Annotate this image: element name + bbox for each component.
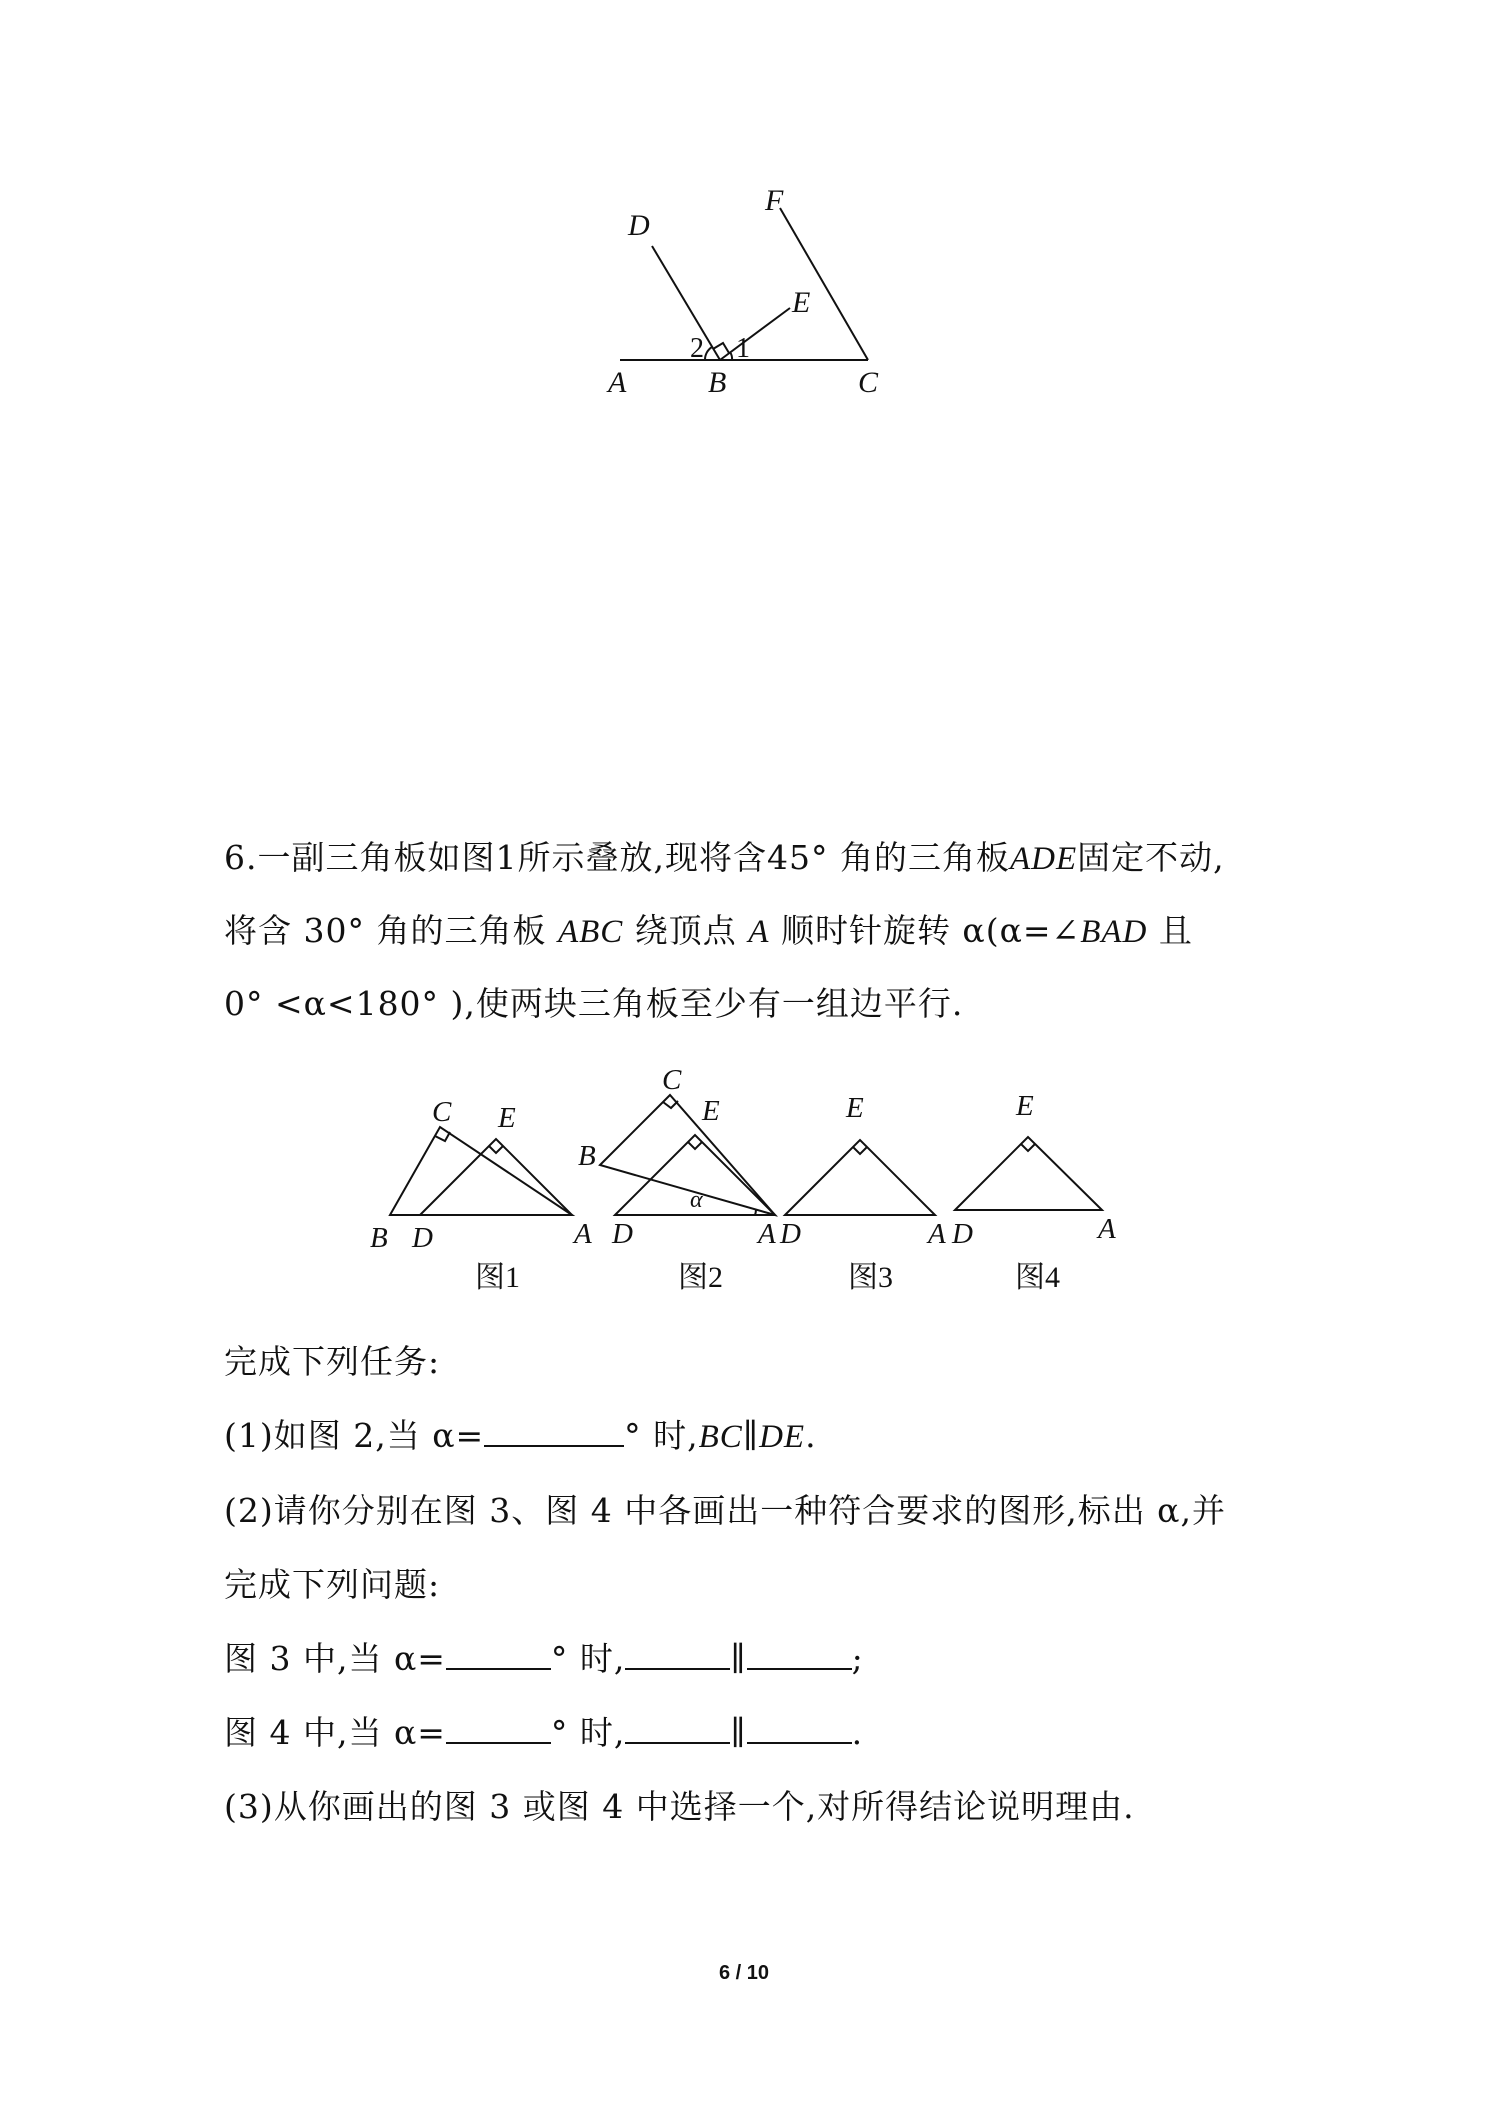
- fig3-caption: 图3: [848, 1261, 893, 1294]
- fig4-right-angle-e: [1021, 1144, 1035, 1151]
- question-line-1: 6.一副三角板如图1所示叠放,现将含45° 角的三角板ADE固定不动,: [224, 838, 1225, 877]
- fig4-line1-blank[interactable]: [625, 1712, 730, 1744]
- fig2-alpha-arc: [755, 1210, 756, 1215]
- task-2-line-2: 完成下列问题:: [224, 1565, 441, 1604]
- figure-3: [785, 1140, 935, 1215]
- fig4-caption: 图4: [1015, 1261, 1060, 1294]
- task-1: (1)如图 2,当 α= ° 时,BC∥DE.: [224, 1416, 817, 1455]
- fig1-label-e: E: [498, 1102, 516, 1134]
- fig2-label-c: C: [662, 1064, 682, 1096]
- fig1-triangle-ade: [420, 1139, 572, 1215]
- fig2-label-b: B: [578, 1140, 596, 1172]
- fig3-angle-blank[interactable]: [446, 1638, 551, 1670]
- fig1-triangle-abc: [390, 1127, 572, 1215]
- fig3-label-a: A: [928, 1218, 946, 1250]
- label-angle-2: 2: [690, 333, 704, 364]
- fig4-label-a: A: [1098, 1213, 1116, 1245]
- task-fig4: 图 4 中,当 α= ° 时, ∥ .: [224, 1713, 864, 1752]
- task-2-line-1: (2)请你分别在图 3、图 4 中各画出一种符合要求的图形,标出 α,并: [224, 1491, 1226, 1530]
- fig2-label-alpha: α: [690, 1187, 703, 1213]
- fig2-triangle-abc: [600, 1095, 775, 1215]
- tasks-section: [224, 1325, 1284, 1844]
- angle-1-arc: [730, 352, 732, 360]
- tasks-intro: 完成下列任务:: [224, 1342, 441, 1381]
- fig2-right-angle-c: [663, 1101, 678, 1108]
- task-3: (3)从你画出的图 3 或图 4 中选择一个,对所得结论说明理由.: [224, 1787, 1135, 1826]
- question-6: [224, 822, 1284, 1040]
- fig3-label-e: E: [846, 1092, 864, 1124]
- fig2-label-e: E: [702, 1095, 720, 1127]
- angle-2-arc: [705, 347, 712, 360]
- page-number: 6 / 10: [718, 1962, 770, 1984]
- fig4-label-e: E: [1016, 1090, 1034, 1122]
- fig1-right-angle-e: [489, 1146, 503, 1153]
- fig1-caption: 图1: [475, 1261, 520, 1294]
- figure-4: [955, 1137, 1102, 1210]
- line-bd: [652, 246, 720, 360]
- label-f: F: [765, 184, 784, 217]
- label-a: A: [608, 366, 627, 399]
- fig3-right-angle-e: [853, 1147, 867, 1154]
- label-d: D: [628, 209, 650, 242]
- fig3-triangle-ade: [785, 1140, 935, 1215]
- label-e: E: [792, 286, 811, 319]
- figure-2: [600, 1095, 775, 1215]
- fig2-caption: 图2: [678, 1261, 723, 1294]
- fig2-label-d: D: [612, 1218, 633, 1250]
- fig4-line2-blank[interactable]: [747, 1712, 852, 1744]
- figures-row: [360, 1055, 1140, 1315]
- fig2-right-angle-e: [688, 1142, 702, 1149]
- label-angle-1: 1: [736, 333, 750, 364]
- fig1-label-c: C: [432, 1096, 452, 1128]
- fig4-label-d: D: [952, 1218, 973, 1250]
- task-1-blank[interactable]: [484, 1415, 624, 1447]
- line-cf: [780, 208, 868, 360]
- question-line-2: 将含 30° 角的三角板 ABC 绕顶点 A 顺时针旋转 α(α=∠BAD 且: [224, 911, 1193, 950]
- fig3-line1-blank[interactable]: [625, 1638, 730, 1670]
- fig4-triangle-ade: [955, 1137, 1102, 1210]
- fig1-label-a: A: [574, 1218, 592, 1250]
- fig2-label-a: A: [758, 1218, 776, 1250]
- label-c: C: [858, 366, 879, 399]
- label-b: B: [708, 366, 727, 399]
- task-fig3: 图 3 中,当 α= ° 时, ∥ ;: [224, 1639, 864, 1678]
- fig1-label-d: D: [412, 1222, 433, 1254]
- figure-angle-diagram: [590, 180, 910, 410]
- fig4-angle-blank[interactable]: [446, 1712, 551, 1744]
- figure-1: [390, 1127, 572, 1215]
- fig3-line2-blank[interactable]: [747, 1638, 852, 1670]
- fig3-label-d: D: [780, 1218, 801, 1250]
- fig1-label-b: B: [370, 1222, 388, 1254]
- question-line-3: 0° <α<180° ),使两块三角板至少有一组边平行.: [224, 984, 964, 1023]
